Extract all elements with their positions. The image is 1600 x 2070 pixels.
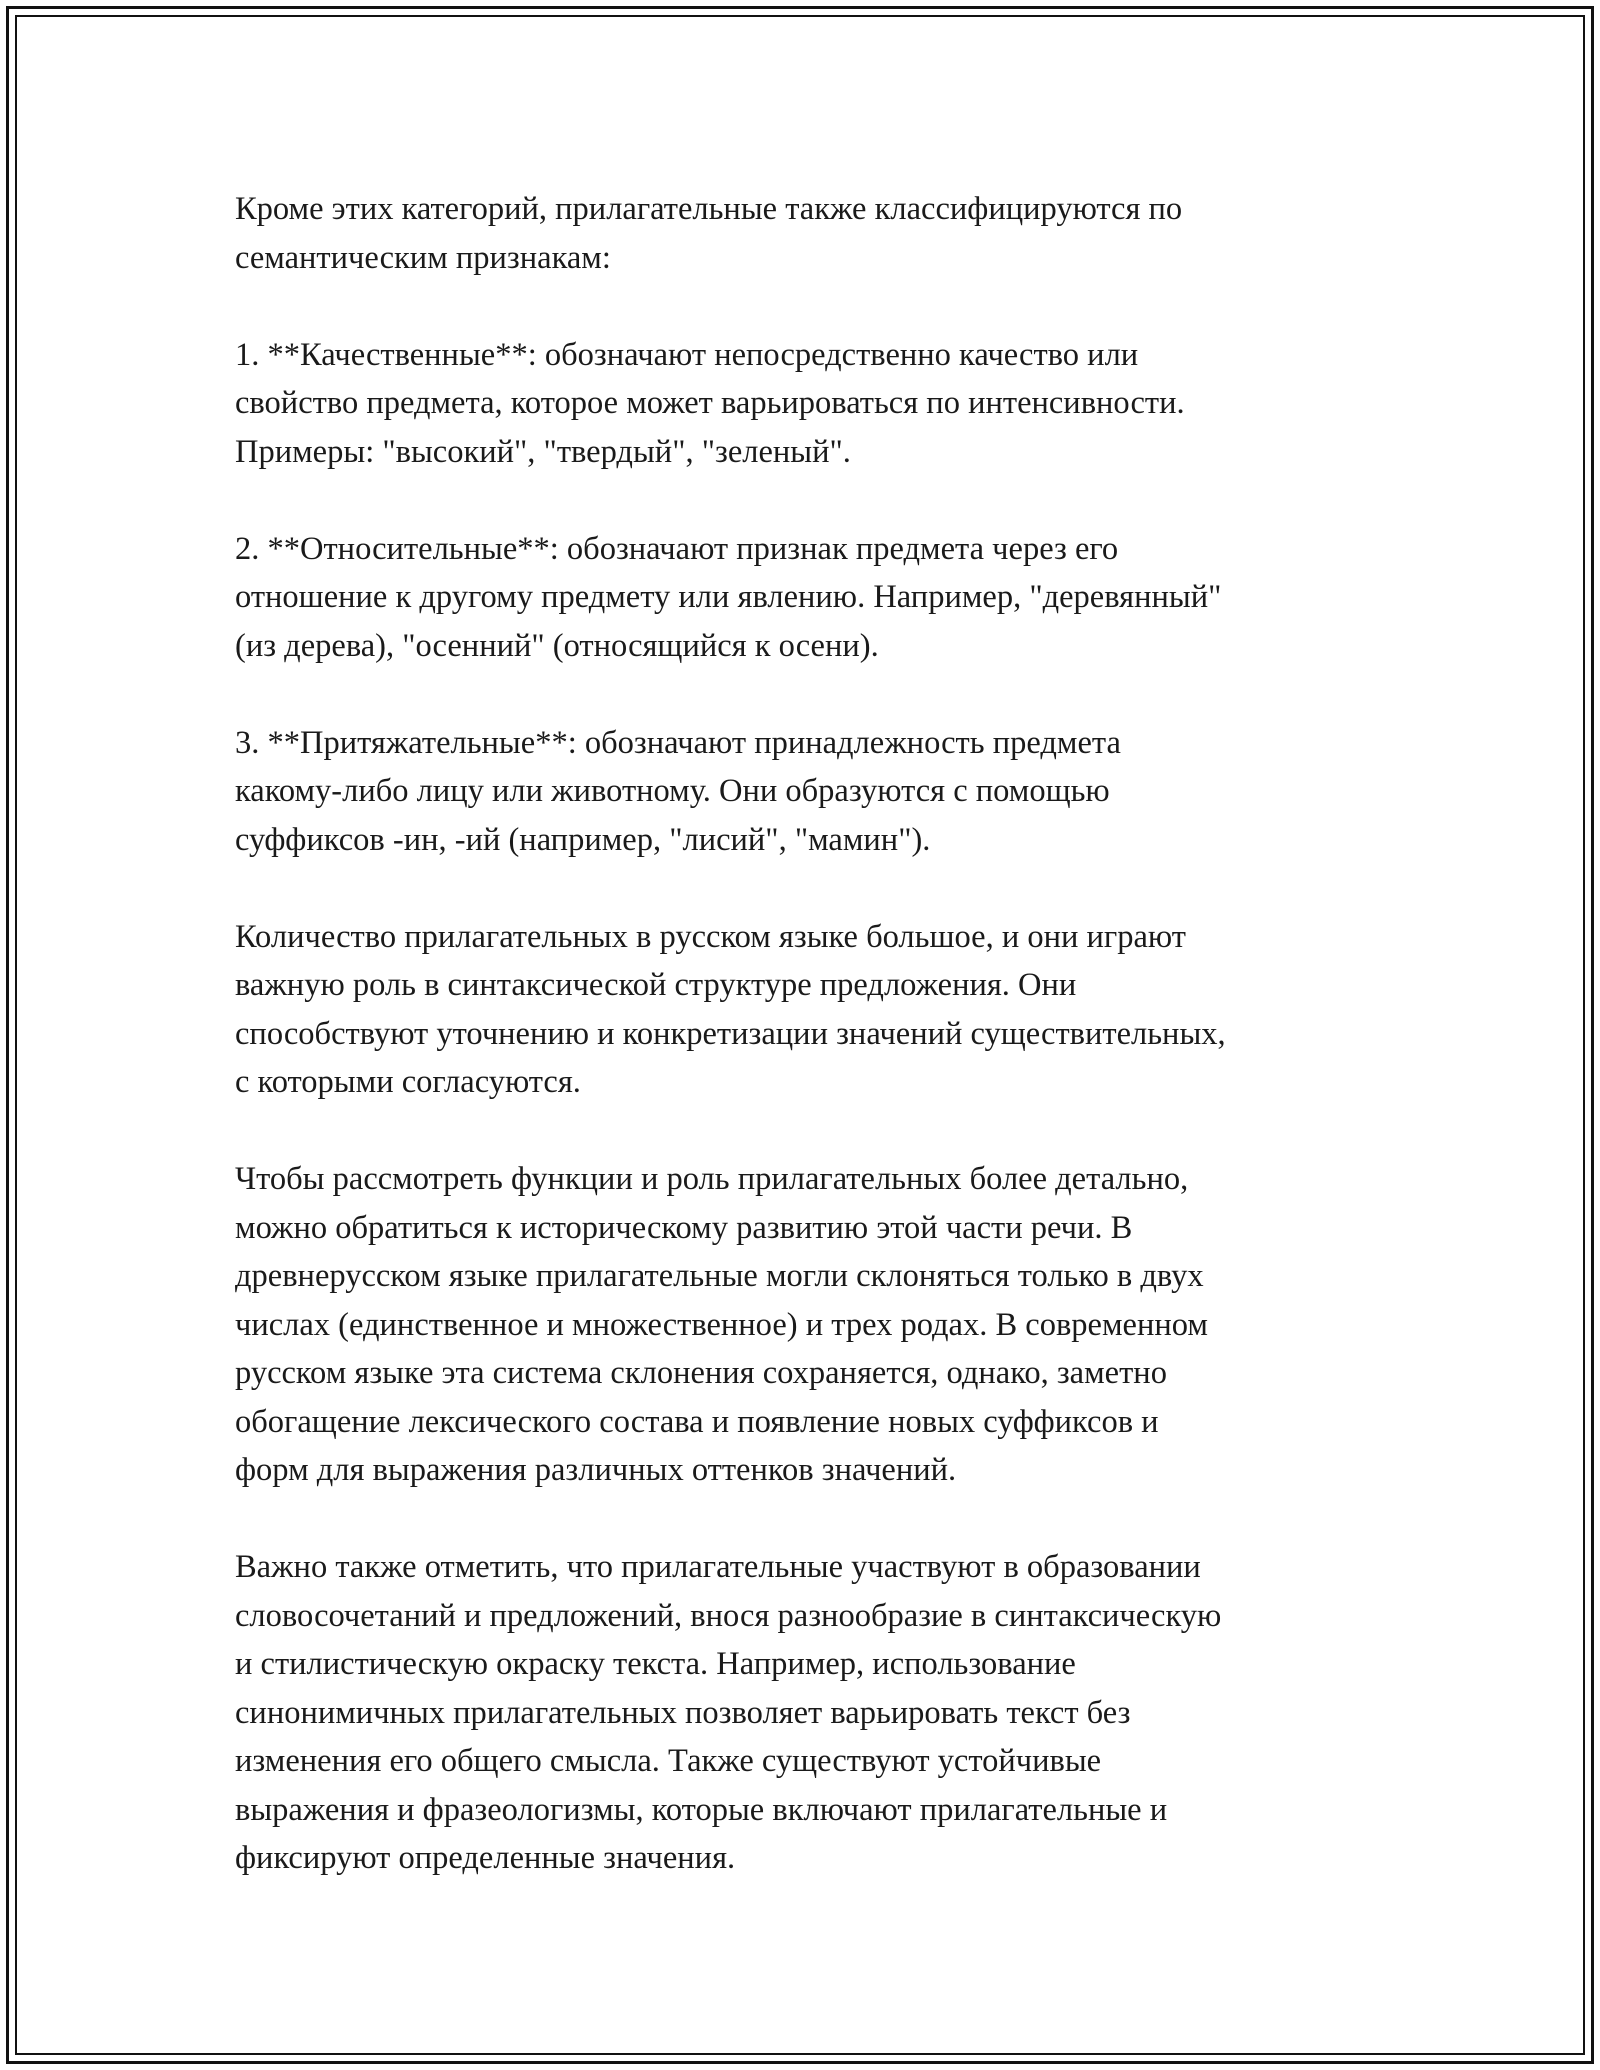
paragraph-qualitative: 1. **Качественные**: обозначают непосредственно качество или свойство предмета, которое может варьироваться по интенсивности. Примеры: "высокий", "твердый", "зеленый". <box>235 336 1185 470</box>
paragraph-quantity: Количество прилагательных в русском языке большое, и они играют важную роль в синтаксической структуре предложения. Они способствуют уточнению и конкретизации значений существительных, с которыми согласуются. <box>235 918 1226 1100</box>
paragraph-history: Чтобы рассмотреть функции и роль прилагательных более детально, можно обратиться к историческому развитию этой части речи. В древнерусском языке прилагательные могли склоняться только в двух числах (единственное и множественное) и трех родах. В современном русском языке эта система склонения сохраняется, однако, заметно обогащение лексического состава и появление новых суффиксов и форм для выражения различных оттенков значений. <box>235 1161 1208 1488</box>
paragraph-intro: Кроме этих категорий, прилагательные также классифицируются по семантическим признакам: <box>235 191 1183 276</box>
document-body <box>235 185 1375 1931</box>
paragraph-possessive: 3. **Притяжательные**: обозначают принадлежность предмета какому-либо лицу или животному. Они образуются с помощью суффиксов -ин, -ий (например, "лисий", "мамин"). <box>235 724 1121 858</box>
paragraph-relative: 2. **Относительные**: обозначают признак предмета через его отношение к другому предмету или явлению. Например, "деревянный" (из дерева), "осенний" (относящийся к осени). <box>235 530 1222 664</box>
paragraph-phrases: Важно также отметить, что прилагательные участвуют в образовании словосочетаний и предложений, внося разнообразие в синтаксическую и стилистическую окраску текста. Например, использование синонимичных прилагательных позволяет варьировать текст без изменения его общего смысла. Также существуют устойчивые выражения и фразеологизмы, которые включают прилагательные и фиксируют определенные значения. <box>235 1549 1222 1876</box>
